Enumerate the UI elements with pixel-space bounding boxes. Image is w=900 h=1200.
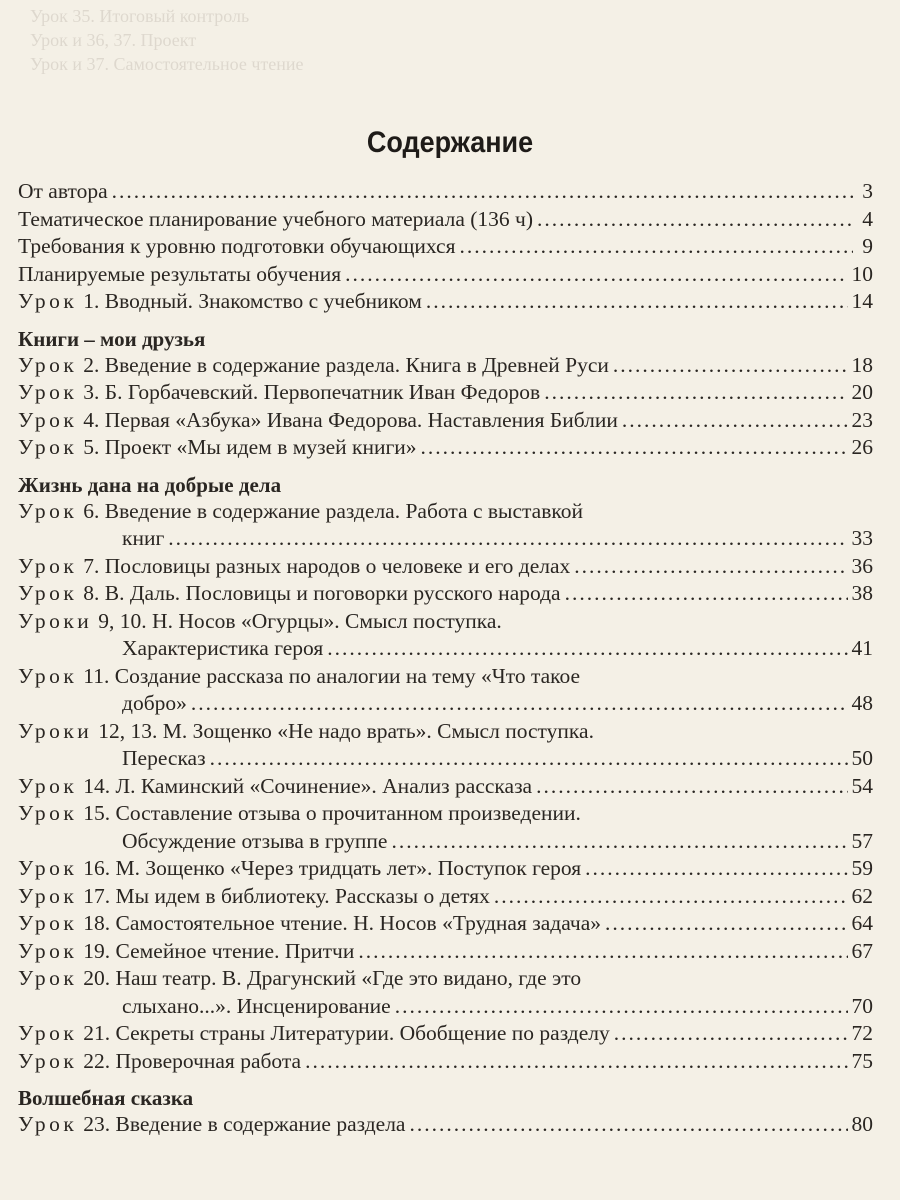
leader-dots	[345, 261, 847, 289]
leader-dots	[112, 178, 853, 206]
bleed-line: Урок и 37. Самостоятельное чтение	[30, 54, 304, 74]
page-number: 75	[851, 1048, 873, 1073]
leader-dots	[537, 206, 853, 234]
toc-entry[interactable]	[18, 407, 873, 435]
page-number: 67	[851, 938, 873, 963]
toc-entry-continuation[interactable]	[18, 525, 873, 553]
toc-entry[interactable]	[18, 938, 873, 966]
toc-entry[interactable]	[18, 663, 873, 691]
lesson-prefix: Урок	[18, 581, 78, 605]
toc-entry[interactable]	[18, 773, 873, 801]
page-number: 70	[851, 993, 873, 1018]
entry-title: 14. Л. Каминский «Сочинение». Анализ рассказа	[83, 773, 533, 798]
entry-title: 17. Мы идем в библиотеку. Рассказы о детях	[83, 883, 490, 908]
entry-title: 7. Пословицы разных народов о человеке и его делах	[83, 553, 571, 578]
entry-title: Требования к уровню подготовки обучающихся	[18, 234, 456, 258]
leader-dots	[210, 745, 848, 773]
entry-title: 20. Наш театр. В. Драгунский «Где это видано, где это	[83, 966, 582, 990]
toc-entry[interactable]	[18, 352, 873, 380]
toc-entry[interactable]	[18, 580, 873, 608]
page-number: 50	[851, 746, 873, 770]
lesson-prefix: Урок	[18, 883, 78, 908]
entry-title: 22. Проверочная работа	[83, 1048, 302, 1073]
toc-entry-continuation[interactable]	[18, 690, 873, 718]
entry-title: 4. Первая «Азбука» Ивана Федорова. Наставления Библии	[83, 407, 618, 432]
page-number: 23	[851, 407, 873, 432]
lesson-prefix: Уроки	[18, 608, 93, 633]
entry-title-continued: Пересказ	[122, 746, 206, 770]
page-number: 9	[862, 234, 873, 258]
toc-entry-continuation[interactable]	[18, 993, 873, 1021]
leader-dots	[613, 352, 848, 380]
lesson-prefix: Урок	[18, 553, 78, 578]
leader-dots	[544, 379, 847, 407]
entry-title: 8. В. Даль. Пословицы и поговорки русского народа	[83, 581, 561, 605]
toc-entry-continuation[interactable]	[18, 745, 873, 773]
entry-title-continued: Обсуждение отзыва в группе	[122, 828, 388, 853]
page-number: 3	[862, 179, 873, 203]
toc-entry[interactable]	[18, 434, 873, 462]
page-number: 64	[851, 911, 873, 935]
page-number: 57	[851, 828, 873, 853]
toc-entry[interactable]	[18, 206, 873, 234]
leader-dots	[421, 434, 848, 462]
entry-title: 19. Семейное чтение. Притчи	[83, 938, 355, 963]
leader-dots	[585, 855, 847, 883]
toc-entry[interactable]	[18, 379, 873, 407]
toc-entry[interactable]	[18, 1020, 873, 1048]
page-number: 59	[851, 856, 873, 880]
lesson-prefix: Урок	[18, 498, 78, 523]
leader-dots	[574, 553, 847, 581]
toc-entry[interactable]	[18, 965, 873, 993]
toc-entry[interactable]	[18, 178, 873, 206]
entry-title: 6. Введение в содержание раздела. Работа с выставкой	[83, 498, 583, 523]
lesson-prefix: Урок	[18, 1112, 78, 1136]
toc-entry[interactable]	[18, 608, 873, 636]
entry-title: 23. Введение в содержание раздела	[83, 1112, 406, 1136]
toc-entry-continuation[interactable]	[18, 635, 873, 663]
leader-dots	[494, 883, 848, 911]
toc-entry[interactable]	[18, 855, 873, 883]
page-number: 33	[851, 526, 873, 550]
toc-entry-continuation[interactable]	[18, 828, 873, 856]
table-of-contents	[18, 178, 873, 1139]
entry-title: 3. Б. Горбачевский. Первопечатник Иван Федоров	[83, 380, 541, 404]
lesson-prefix: Урок	[18, 407, 78, 432]
bleed-line: Урок и 36, 37. Проект	[30, 30, 197, 50]
toc-entry[interactable]	[18, 910, 873, 938]
leader-dots	[391, 828, 847, 856]
lesson-prefix: Урок	[18, 911, 78, 935]
lesson-prefix: Урок	[18, 289, 78, 313]
page-title: Содержание	[366, 126, 534, 159]
leader-dots	[565, 580, 848, 608]
toc-entry[interactable]	[18, 1048, 873, 1076]
lesson-prefix: Урок	[18, 435, 78, 459]
entry-title: 5. Проект «Мы идем в музей книги»	[83, 435, 417, 459]
leader-dots	[395, 993, 848, 1021]
page-number: 41	[851, 636, 873, 660]
entry-title: 11. Создание рассказа по аналогии на тему «Что такое	[83, 663, 581, 688]
entry-title-continued: книг	[122, 526, 165, 550]
entry-title: 21. Секреты страны Литературии. Обобщение по разделу	[83, 1021, 610, 1045]
toc-entry[interactable]	[18, 553, 873, 581]
leader-dots	[622, 407, 848, 435]
page-number: 38	[851, 581, 873, 605]
leader-dots	[459, 233, 853, 261]
page-number: 48	[851, 691, 873, 715]
toc-entry[interactable]	[18, 261, 873, 289]
leader-dots	[305, 1048, 847, 1076]
lesson-prefix: Урок	[18, 856, 78, 880]
toc-entry[interactable]	[18, 883, 873, 911]
page-number: 54	[851, 773, 873, 798]
toc-entry[interactable]	[18, 718, 873, 746]
entry-title-continued: слыхано...». Инсценирование	[122, 993, 391, 1018]
entry-title: 18. Самостоятельное чтение. Н. Носов «Трудная задача»	[83, 911, 602, 935]
toc-entry[interactable]	[18, 233, 873, 261]
leader-dots	[409, 1111, 847, 1139]
entry-title: 15. Составление отзыва о прочитанном произведении.	[83, 801, 581, 825]
lesson-prefix: Урок	[18, 1048, 78, 1073]
lesson-prefix: Урок	[18, 663, 78, 688]
toc-entry[interactable]	[18, 498, 873, 526]
leader-dots	[358, 938, 847, 966]
entry-title: 1. Вводный. Знакомство с учебником	[83, 289, 422, 313]
section-heading: Книги – мои друзья	[18, 326, 206, 351]
page-number: 10	[851, 261, 873, 286]
toc-entry[interactable]	[18, 800, 873, 828]
lesson-prefix: Урок	[18, 380, 78, 404]
lesson-prefix: Урок	[18, 352, 78, 377]
lesson-prefix: Урок	[18, 801, 78, 825]
entry-title: Тематическое планирование учебного материала (136 ч)	[18, 206, 534, 231]
entry-title: Планируемые результаты обучения	[18, 261, 342, 286]
toc-entry[interactable]	[18, 288, 873, 316]
page-number: 80	[851, 1112, 873, 1136]
leader-dots	[605, 910, 847, 938]
leader-dots	[614, 1020, 848, 1048]
leader-dots	[426, 288, 848, 316]
entry-title: 16. М. Зощенко «Через тридцать лет». Поступок героя	[83, 856, 582, 880]
bleed-line: Урок 35. Итоговый контроль	[30, 6, 250, 26]
page-number: 62	[851, 883, 873, 908]
page-number: 26	[851, 435, 873, 459]
lesson-prefix: Урок	[18, 966, 78, 990]
entry-title-continued: добро»	[122, 691, 187, 715]
lesson-prefix: Уроки	[18, 718, 93, 743]
page-number: 18	[851, 352, 873, 377]
section-heading: Жизнь дана на добрые дела	[18, 472, 282, 497]
page-number: 4	[862, 206, 873, 231]
lesson-prefix: Урок	[18, 1021, 78, 1045]
page-number: 14	[851, 289, 873, 313]
entry-title: 9, 10. Н. Носов «Огурцы». Смысл поступка.	[98, 608, 502, 633]
entry-title: 2. Введение в содержание раздела. Книга в Древней Руси	[83, 352, 609, 377]
section-heading: Волшебная сказка	[18, 1086, 194, 1110]
entry-title: От автора	[18, 179, 108, 203]
page-number: 36	[851, 553, 873, 578]
leader-dots	[327, 635, 847, 663]
lesson-prefix: Урок	[18, 773, 78, 798]
leader-dots	[168, 525, 847, 553]
toc-entry[interactable]	[18, 1111, 873, 1139]
leader-dots	[191, 690, 848, 718]
entry-title-continued: Характеристика героя	[122, 636, 324, 660]
leader-dots	[536, 773, 847, 801]
entry-title: 12, 13. М. Зощенко «Не надо врать». Смысл поступка.	[98, 718, 594, 743]
page-number: 20	[851, 380, 873, 404]
lesson-prefix: Урок	[18, 938, 78, 963]
page-number: 72	[851, 1021, 873, 1045]
